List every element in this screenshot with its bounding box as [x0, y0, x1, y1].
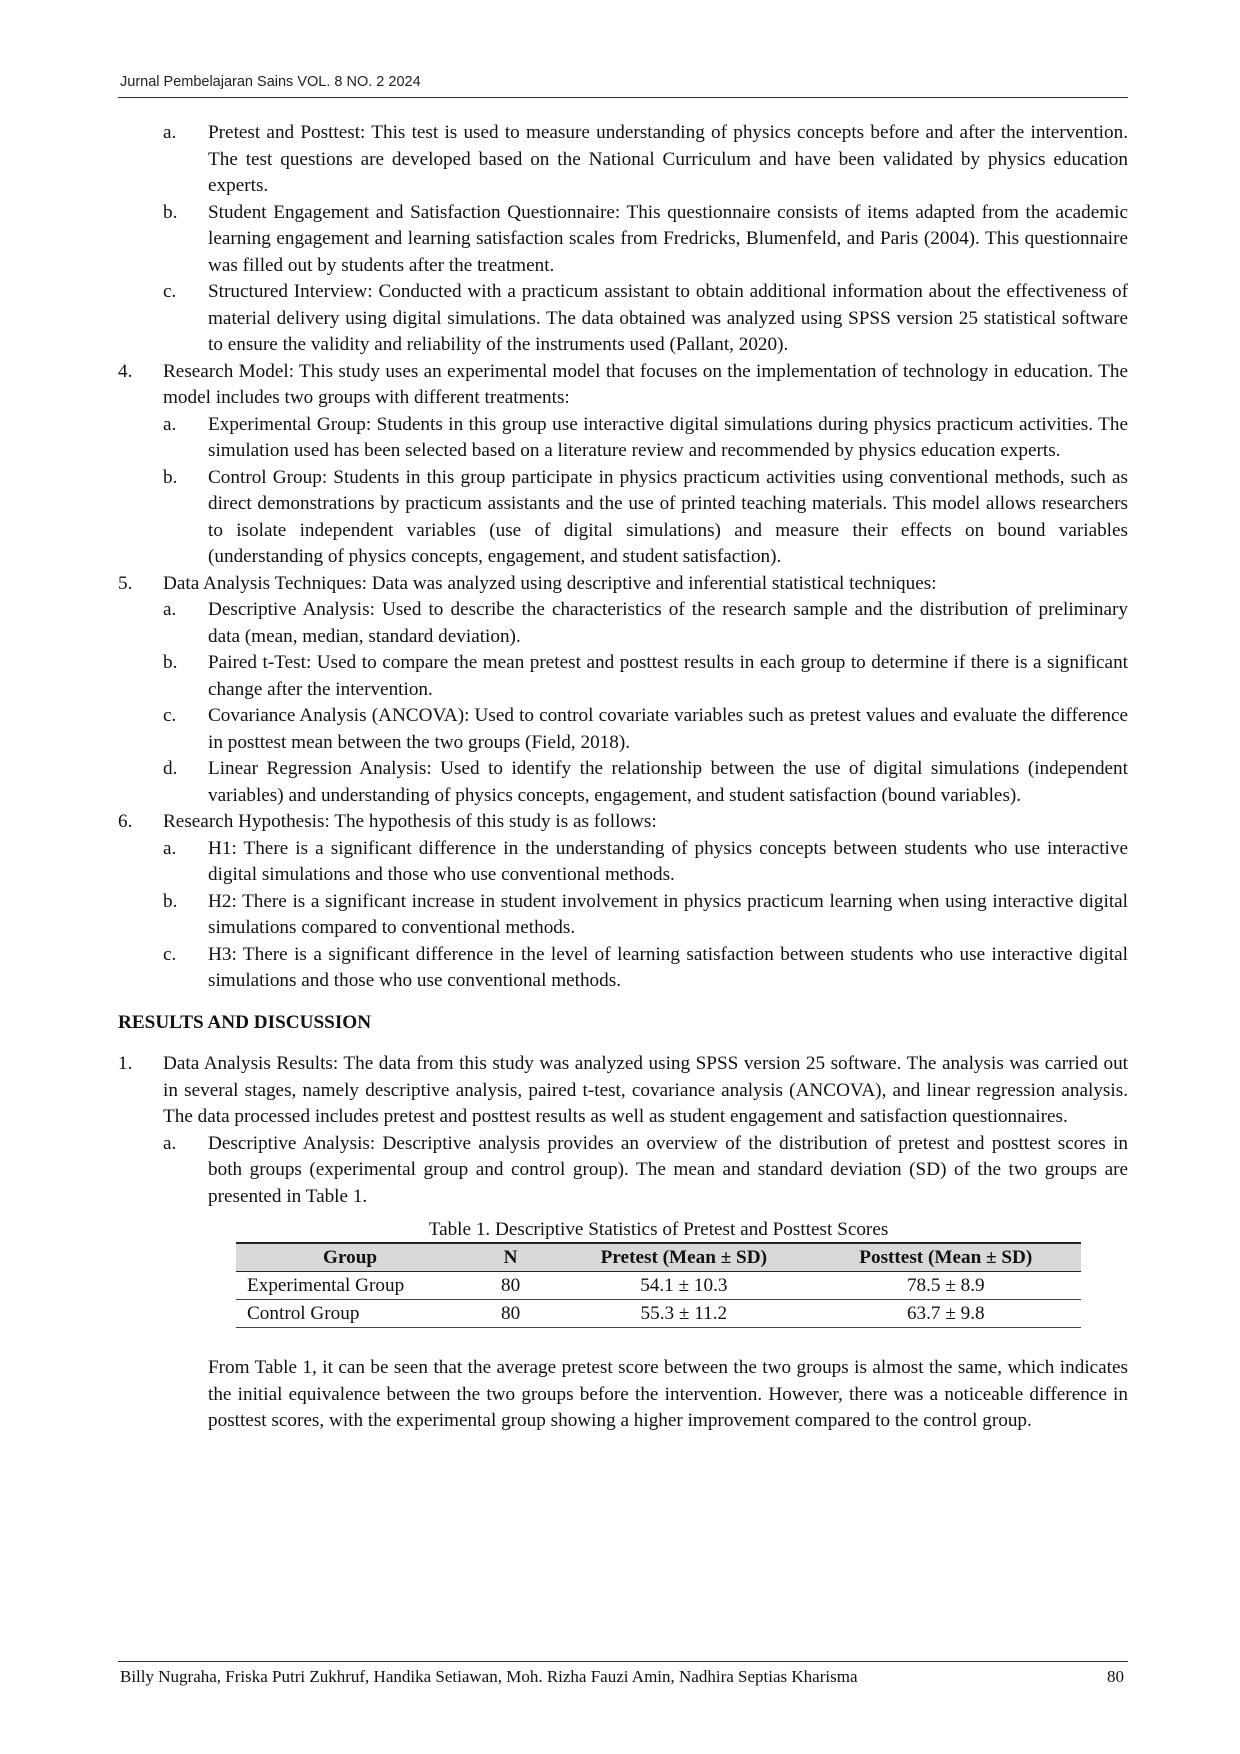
column-header: N — [464, 1243, 557, 1272]
list-item: b. H2: There is a significant increase in student involvement in physics practicum learning when using interactive digital simulations compared to conventional methods. — [163, 890, 1128, 938]
table-cell: Control Group — [236, 1300, 464, 1328]
list-item: a. Pretest and Posttest: This test is used to measure understanding of physics concepts before and after the intervention. The test questions are developed based on the National Curriculum and have been validated by physics education experts. — [163, 122, 1128, 196]
table-cell: 63.7 ± 9.8 — [811, 1300, 1081, 1328]
list-item: 6. Research Hypothesis: The hypothesis of this study is as follows: — [118, 811, 657, 832]
list-item: b. Paired t-Test: Used to compare the mean pretest and posttest results in each group to determine if there is a significant change after the intervention. — [163, 652, 1128, 700]
list-item: 5. Data Analysis Techniques: Data was analyzed using descriptive and inferential statistical techniques: — [118, 572, 937, 594]
list-item: d. Linear Regression Analysis: Used to identify the relationship between the use of digital simulations (independent variables) and understanding of physics concepts, engagement, and student satisfaction (bound variables). — [163, 758, 1128, 806]
list-item: a. Descriptive Analysis: Descriptive analysis provides an overview of the distribution of pretest and posttest scores in both groups (experimental group and control group). The mean and standard deviation (SD) of the two groups are presented in Table 1. — [163, 1132, 1128, 1207]
footer-rule — [118, 1661, 1128, 1662]
table-1 — [236, 1218, 1081, 1328]
page-number: 80 — [1107, 1667, 1124, 1686]
list-item: c. H3: There is a significant difference in the level of learning satisfaction between students who use interactive digital simulations and those who use conventional methods. — [163, 943, 1128, 991]
table-caption: Table 1. Descriptive Statistics of Pretest and Posttest Scores — [428, 1219, 889, 1240]
list-item: a. Descriptive Analysis: Used to describe the characteristics of the research sample and the distribution of preliminary data (mean, median, standard deviation). — [163, 599, 1128, 647]
table-row — [236, 1272, 1081, 1300]
table-cell: 78.5 ± 8.9 — [811, 1272, 1081, 1300]
header-rule — [118, 97, 1128, 98]
column-header: Posttest (Mean ± SD) — [811, 1243, 1081, 1272]
table-cell: 55.3 ± 11.2 — [557, 1300, 811, 1328]
list-item: b. Student Engagement and Satisfaction Questionnaire: This questionnaire consists of items adapted from the academic learning engagement and learning satisfaction scales from Fredricks, Blumenfeld, and Paris (2004). This questionnaire was filled out by students after the treatment. — [163, 201, 1128, 276]
page-body — [118, 120, 1128, 1435]
column-header: Pretest (Mean ± SD) — [557, 1243, 811, 1272]
journal-header: Jurnal Pembelajaran Sains VOL. 8 NO. 2 2024 — [120, 74, 421, 90]
table-cell: 80 — [464, 1272, 557, 1300]
list-item: 4. Research Model: This study uses an experimental model that focuses on the implementation of technology in education. The model includes two groups with different treatments: — [118, 360, 1128, 408]
descriptive-stats-table — [236, 1242, 1081, 1328]
section-heading: RESULTS AND DISCUSSION — [118, 1011, 372, 1033]
list-item: a. Experimental Group: Students in this group use interactive digital simulations during physics practicum activities. The simulation used has been selected based on a literature review and recommended by physics education experts. — [163, 413, 1128, 461]
table-cell: Experimental Group — [236, 1272, 464, 1300]
list-item: a. H1: There is a significant difference in the understanding of physics concepts between students who use interactive digital simulations and those who use conventional methods. — [163, 837, 1128, 885]
list-item: b. Control Group: Students in this group participate in physics practicum activities using conventional methods, such as direct demonstrations by practicum assistants and the use of printed teaching materials. This model allows researchers to isolate independent variables (use of digital simulations) and measure their effects on bound variables (understanding of physics concepts, engagement, and student satisfaction). — [163, 466, 1128, 567]
list-item: c. Covariance Analysis (ANCOVA): Used to control covariate variables such as pretest values and evaluate the difference in posttest mean between the two groups (Field, 2018). — [163, 705, 1128, 753]
table-cell: 54.1 ± 10.3 — [557, 1272, 811, 1300]
footer-authors: Billy Nugraha, Friska Putri Zukhruf, Handika Setiawan, Moh. Rizha Fauzi Amin, Nadhira Septias Kharisma — [120, 1667, 858, 1686]
body-paragraph: From Table 1, it can be seen that the average pretest score between the two groups is almost the same, which indicates the initial equivalence between the two groups before the intervention. However, there was a noticeable difference in posttest scores, with the experimental group showing a higher improvement compared to the control group. — [208, 1357, 1128, 1431]
list-item: c. Structured Interview: Conducted with a practicum assistant to obtain additional information about the effectiveness of material delivery using digital simulations. The data obtained was analyzed using SPSS version 25 statistical software to ensure the validity and reliability of the instruments used (Pallant, 2020). — [163, 281, 1128, 355]
table-row — [236, 1300, 1081, 1328]
column-header: Group — [236, 1243, 464, 1272]
list-item: 1. Data Analysis Results: The data from this study was analyzed using SPSS version 25 software. The analysis was carried out in several stages, namely descriptive analysis, paired t-test, covariance analysis (ANCOVA), and linear regression analysis. The data processed includes pretest and posttest results as well as student engagement and satisfaction questionnaires. — [118, 1053, 1128, 1127]
table-header-row — [236, 1243, 1081, 1272]
table-cell: 80 — [464, 1300, 557, 1328]
